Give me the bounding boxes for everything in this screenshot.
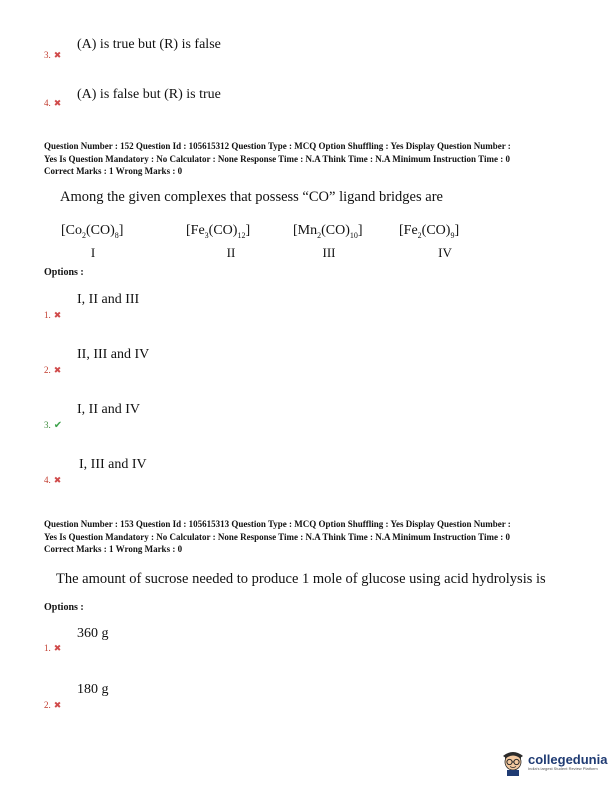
- option-number: 4. ✖: [44, 98, 62, 108]
- question-stem: Among the given complexes that possess “CO” ligand bridges are: [60, 189, 443, 205]
- option-number: 4. ✖: [44, 475, 62, 485]
- question-stem: The amount of sucrose needed to produce 1 mole of glucose using acid hydrolysis is: [56, 571, 546, 587]
- wrong-mark-icon: ✖: [53, 475, 62, 485]
- options-label: Options :: [44, 267, 84, 278]
- question-meta: [44, 140, 511, 178]
- logo-wordmark: collegedunia: [528, 752, 608, 767]
- option-text: (A) is false but (R) is true: [77, 87, 221, 102]
- option-number: 2. ✖: [44, 700, 62, 710]
- wrong-mark-icon: ✖: [53, 643, 62, 653]
- meta-line: Correct Marks : 1 Wrong Marks : 0: [44, 166, 183, 176]
- meta-line: Yes Is Question Mandatory : No Calculator : None Response Time : N.A Think Time : N.A Minimum Instruction Time : 0: [44, 153, 510, 164]
- meta-line: Question Number : 152 Question Id : 105615312 Question Type : MCQ Option Shuffling : Yes Display Question Number :: [44, 141, 511, 151]
- complex-formula: $[Fe_3(CO)_{12}]$: [186, 223, 251, 240]
- option-text: 360 g: [77, 626, 109, 641]
- meta-line: Yes Is Question Mandatory : No Calculator : None Response Time : N.A Think Time : N.A Minimum Instruction Time : 0: [44, 531, 510, 542]
- check-mark-icon: ✔: [53, 420, 63, 431]
- complex-label: II: [226, 245, 236, 260]
- student-mascot-icon: [500, 748, 526, 776]
- logo-tagline: India's largest Student Review Platform: [528, 766, 598, 771]
- option-number: 3. ✖: [44, 50, 62, 60]
- wrong-mark-icon: ✖: [53, 310, 62, 320]
- wrong-mark-icon: ✖: [53, 700, 62, 710]
- option-text: I, III and IV: [79, 457, 147, 472]
- complex-formula: $[Fe_2(CO)_9]$: [399, 223, 460, 240]
- option-number: 2. ✖: [44, 365, 62, 375]
- option-number: 1. ✖: [44, 310, 62, 320]
- complex-label: III: [322, 245, 336, 260]
- meta-line: Question Number : 153 Question Id : 105615313 Question Type : MCQ Option Shuffling : Yes Display Question Number :: [44, 519, 511, 529]
- collegedunia-logo: [500, 748, 607, 776]
- wrong-mark-icon: ✖: [53, 50, 62, 60]
- option-text: I, II and III: [77, 292, 140, 307]
- complex-label: I: [90, 245, 96, 260]
- options-label: Options :: [44, 602, 84, 613]
- complex-label: IV: [438, 245, 452, 260]
- option-text: I, II and IV: [77, 402, 140, 417]
- option-text: II, III and IV: [77, 347, 150, 362]
- wrong-mark-icon: ✖: [53, 98, 62, 108]
- option-text: 180 g: [77, 682, 109, 697]
- wrong-mark-icon: ✖: [53, 365, 62, 375]
- complex-formula: $[Mn_2(CO)_{10}]$: [293, 223, 363, 240]
- option-number: 1. ✖: [44, 643, 62, 653]
- option-number: 3. ✔: [44, 420, 63, 431]
- option-text: (A) is true but (R) is false: [77, 37, 221, 52]
- complex-formula: $[Co_2(CO)_8]$: [61, 223, 124, 240]
- meta-line: Correct Marks : 1 Wrong Marks : 0: [44, 544, 183, 554]
- question-meta: [44, 518, 511, 556]
